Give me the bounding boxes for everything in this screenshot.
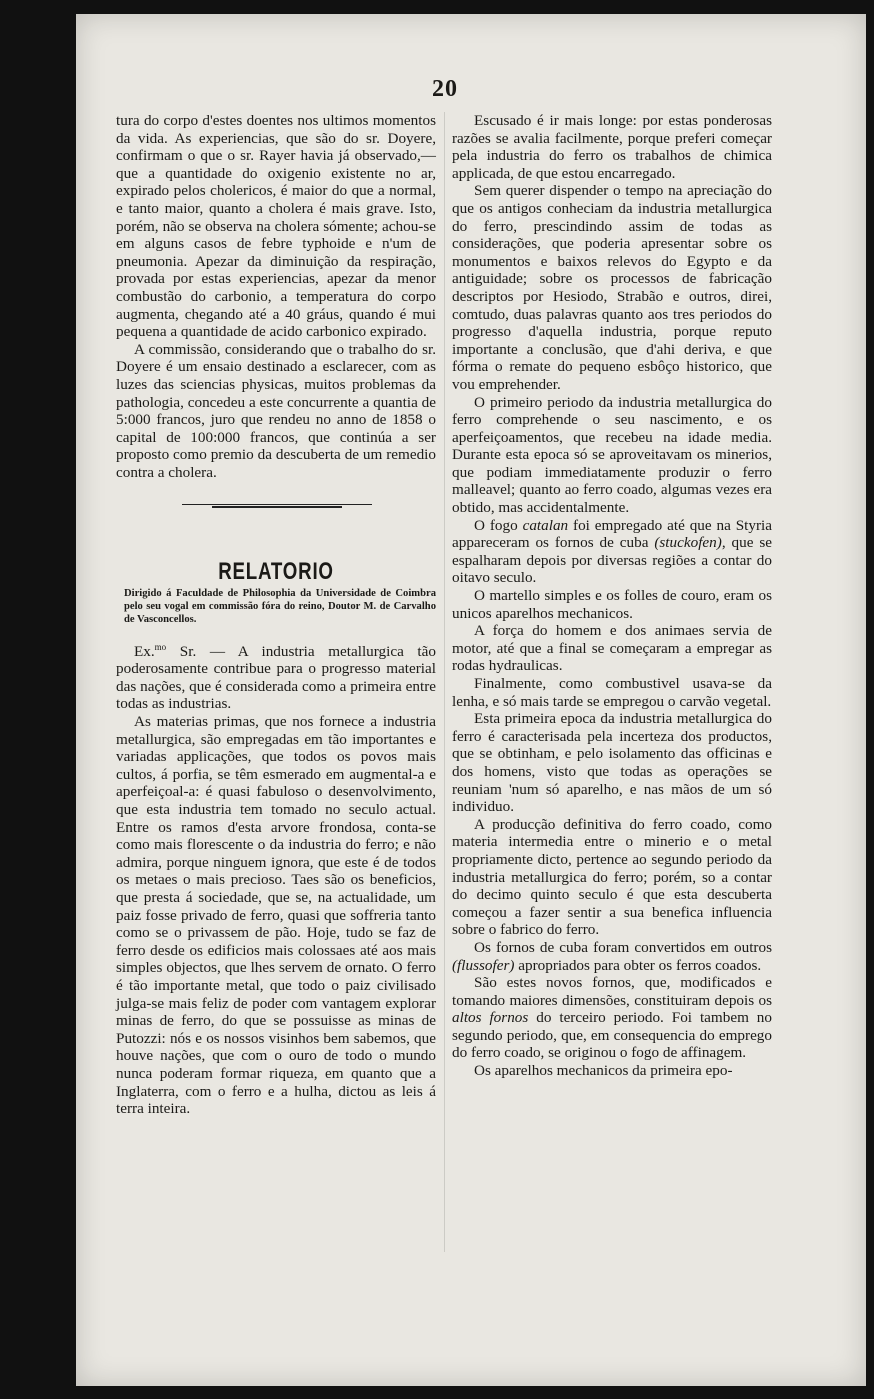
text-run: , que se espalharam depois por diversas regiões a contar do oitavo seculo.	[452, 534, 772, 587]
salutation-prefix: Ex.	[134, 642, 155, 660]
text-run: O fogo	[474, 516, 523, 534]
right-column	[452, 112, 772, 1080]
text-run: apropriados para obter os ferros coados.	[514, 956, 762, 974]
text-run: Os fornos de cuba foram convertidos em outros	[474, 938, 772, 956]
body-paragraph: A producção definitiva do ferro coado, como materia intermedia entre o minerio e o metal propriamente dicto, pertence ao segundo periodo da industria metallurgica do ferro; porém, so a contar do decimo quinto seculo é que esta descuberta começou a fazer sentir a sua benefica influencia sobre o fabrico do ferro.	[452, 815, 772, 939]
body-paragraph: O martello simples e os folles de couro, eram os unicos aparelhos mechanicos.	[452, 587, 772, 622]
body-paragraph: Os aparelhos mechanicos da primeira epo-	[474, 1062, 733, 1080]
continuation-paragraph: tura do corpo d'estes doentes nos ultimos momentos da vida. As experiencias, que são do sr. Doyere, confirmam o que o sr. Rayer havia já observado,—que a quantidade do oxigenio existente no ar, expirado pelos cholericos, é maior do que a normal, e tanto maior, quanto a cholera é mais grave. Isto, porém, não se observa na cholera sómente; achou-se em alguns casos de febre typhoide e n'um de pneumonia. Apezar da diminuição da respiração, provada por estas experiencias, apezar da menor combustão do carbonio, a temperatura do corpo augmenta, chegando até a 40 gráus, quando é mui pequena a quantidade de acido carbonico expirado.	[116, 112, 436, 341]
left-column	[116, 112, 436, 1118]
body-paragraph: As materias primas, que nos fornece a industria metallurgica, são empregadas em tão importantes e variadas applicações, que todos os povos mais cultos, á porfia, se têm esmerado em augmental-a e aperfeiçoal-a: é quasi fabuloso o desenvolvimento, que esta industria tem tomado no seculo actual. Entre os ramos d'esta arvore frondosa, conta-se como mais florescente o da industria do ferro; e não admira, porque ninguem ignora, que este é de todos os metaes o mais precioso. Taes são os beneficios, que presta á sociedade, que se, na actualidade, um paiz fosse privado de ferro, quasi que soffreria tanto como se o privassem de pão. Hoje, tudo se faz de ferro desde os edificios mais colossaes até aos mais simples objectos, que lhes servem de ornato. O ferro é tão importante metal, que todo o paiz civilisado julga-se mais feliz de poder com vantagem explorar minas de ferro, do que se possuisse as minas de Putozzi: nós e os nossos visinhos bem sabemos, que houve nações, que com o ouro de todo o mundo nunca poderam formar riqueza, em quanto que a Inglaterra, com o ferro e a hulha, dictou as leis á terra inteira.	[116, 713, 436, 1118]
salutation-paragraph	[116, 643, 436, 713]
body-paragraph	[452, 974, 772, 1062]
body-paragraph	[452, 939, 772, 974]
commission-paragraph: A commissão, considerando que o trabalho do sr. Doyere é um ensaio destinado a esclarecer, com as luzes das sciencias physicas, muitos problemas da pathologia, concedeu a este concurrente a quantia de 5:000 francos, juro que rendeu no anno de 1858 o capital de 100:000 francos, que continúa a ser proposto como premio da descuberta de um remedio contra a cholera.	[116, 340, 436, 481]
section-divider	[116, 501, 436, 511]
body-paragraph: Escusado é ir mais longe: por estas ponderosas razões se avalia facilmente, porque preferi começar pela industria do ferro os trabalhos de chimica applicada, de que estou encarregado.	[452, 112, 772, 182]
report-subtitle: Dirigido á Faculdade de Philosophia da Universidade de Coimbra pelo seu vogal em commissão fóra do reino, Doutor M. de Carvalho de Vasconcellos.	[124, 588, 436, 626]
italic-term: (flussofer)	[452, 956, 515, 974]
body-paragraph: O primeiro periodo da industria metallurgica do ferro comprehende o seu nascimento, e os aperfeiçoamentos, que recebeu na idade media. Durante esta epoca só se aproveitavam os minerios, que podiam immediatamente produzir o ferro malleavel; quanto ao ferro coado, algumas vezes era obtido, mas accidentalmente.	[452, 393, 772, 517]
body-paragraph: Esta primeira epoca da industria metallurgica do ferro é caracterisada pela incerteza dos productos, que se obtinham, e pelo isolamento das officinas e dos homens, visto que todas as operações se reuniam 'num só aparelho, e nas mãos de um só individuo.	[452, 710, 772, 816]
text-run: do terceiro periodo. Foi tambem no segundo periodo, que, em consequencia do emprego do ferro coado, se originou o fogo de affinagem.	[452, 1009, 772, 1062]
italic-term: catalan	[522, 516, 569, 534]
italic-term: (stuckofen)	[654, 534, 722, 552]
page-number: 20	[432, 76, 458, 102]
body-paragraph: A força do homem e dos animaes servia de motor, até que a final se começaram a empregar as rodas hydraulicas.	[452, 622, 772, 675]
body-paragraph: Finalmente, como combustivel usava-se da lenha, e só mais tarde se empregou o carvão vegetal.	[452, 675, 772, 710]
report-title: RELATORIO	[218, 558, 334, 586]
salutation-sup: mo	[154, 641, 167, 652]
column-rule	[444, 112, 445, 1252]
italic-term: altos fornos	[452, 1009, 529, 1027]
body-paragraph: Sem querer dispender o tempo na apreciação do que os antigos conheciam da industria metallurgica do ferro, prescindindo assim de todas as considerações, que poderia apresentar sobre os monumentos e baixos relevos do Egypto e da antiguidade; sobre os processos de fabricação descriptos por Hesiodo, Strabão e outros, direi, comtudo, duas palavras quanto aos tres periodos do progresso d'aquella industria, porque reputo importante a conclusão, que d'ahi deriva, e que fórma o remate do pequeno esbôço historico, que vou emprehender.	[452, 182, 772, 393]
body-paragraph	[452, 517, 772, 587]
text-run: São estes novos fornos, que, modificados e tomando maiores dimensões, constituiram depois os	[452, 974, 772, 1009]
text-run: foi empregado até que na Styria appareceram os fornos de cuba	[452, 516, 772, 552]
salutation-text: Sr. — A industria metallurgica tão poderosamente contribue para o progresso material das nações, que é considerada como a primeira entre todas as industrias.	[116, 642, 436, 713]
